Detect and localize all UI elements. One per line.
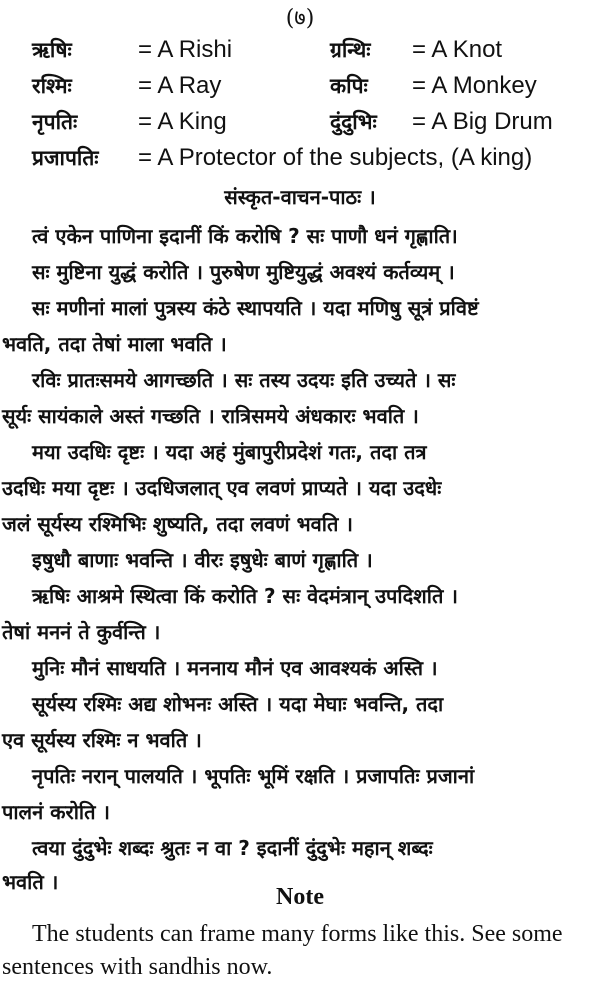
passage-line: सूर्यस्य रश्मिः अद्य शोभनः अस्ति । यदा मेघाः भवन्ति, तदा [32,692,444,716]
vocab-meaning-2: = A Knot [412,36,503,63]
vocab-row [32,36,592,72]
passage-line: ऋषिः आश्रमे स्थित्वा किं करोति ? सः वेदमंत्रान् उपदिशति । [32,584,458,608]
passage-line: जलं सूर्यस्य रश्मिभिः शुष्यति, तदा लवणं भवति । [2,512,353,536]
passage-line: एव सूर्यस्य रश्मिः न भवति । [2,728,202,752]
vocab-row [32,144,592,180]
vocab-sanskrit: ऋषिः [32,38,72,62]
vocab-meaning: = A King [138,108,227,135]
passage-line: सः मणीनां मालां पुत्रस्य कंठे स्थापयति । यदा मणिषु सूत्रं प्रविष्टं [32,296,479,320]
vocab-meaning-2: = A Big Drum [412,108,553,135]
passage-line: त्वया दुंदुभेः शब्दः श्रुतः न वा ? इदानीं दुंदुभेः महान् शब्दः [32,836,433,860]
passage-line: उदधिः मया दृष्टः । उदधिजलात् एव लवणं प्राप्यते । यदा उदधेः [2,476,442,500]
passage-line: मुनिः मौनं साधयति । मननाय मौनं एव आवश्यकं अस्ति । [32,656,438,680]
vocab-meaning: = A Ray [138,72,222,99]
vocab-row [32,108,592,144]
vocab-sanskrit: प्रजापतिः [32,146,99,170]
passage-line: त्वं एकेन पाणिना इदानीं किं करोषि ? सः पाणौ धनं गृह्णाति। [32,224,458,248]
vocab-sanskrit-2: कपिः [330,74,368,98]
vocab-row [32,72,592,108]
vocab-sanskrit: रश्मिः [32,74,72,98]
passage-line: इषुधौ बाणाः भवन्ति । वीरः इषुधेः बाणं गृह्णाति । [32,548,373,572]
passage-line: भवति, तदा तेषां माला भवति । [2,332,227,356]
passage-line: रविः प्रातःसमये आगच्छति । सः तस्य उदयः इति उच्यते । सः [32,368,456,392]
passage-line: भवति । [2,870,59,894]
note-text-line: sentences with sandhis now. [2,954,273,980]
passage-line: नृपतिः नरान् पालयति । भूपतिः भूमिं रक्षति । प्रजापतिः प्रजानां [32,764,475,788]
vocab-meaning-2: = A Monkey [412,72,537,99]
vocab-meaning: = A Rishi [138,36,233,63]
passage-line: तेषां मननं ते कुर्वन्ति । [2,620,161,644]
page-number: (७) [285,6,315,31]
vocab-sanskrit-2: ग्रन्थिः [330,38,371,62]
vocab-meaning: = A Protector of the subjects, (A king) [138,144,533,171]
vocab-sanskrit: नृपतिः [32,110,78,134]
vocab-sanskrit-2: दुंदुभिः [330,110,377,134]
note-heading: Note [276,884,324,910]
passage-line: सः मुष्टिना युद्धं करोति । पुरुषेण मुष्टियुद्धं अवश्यं कर्तव्यम् । [32,260,455,284]
reading-title: संस्कृत-वाचन-पाठः । [224,185,376,209]
note-text-line: The students can frame many forms like this. See some [32,921,563,947]
passage-line: मया उदधिः दृष्टः । यदा अहं मुंबापुरीप्रदेशं गतः, तदा तत्र [32,440,427,464]
passage-line: पालनं करोति । [2,800,111,824]
passage-line: सूर्यः सायंकाले अस्तं गच्छति । रात्रिसमये अंधकारः भवति । [2,404,419,428]
